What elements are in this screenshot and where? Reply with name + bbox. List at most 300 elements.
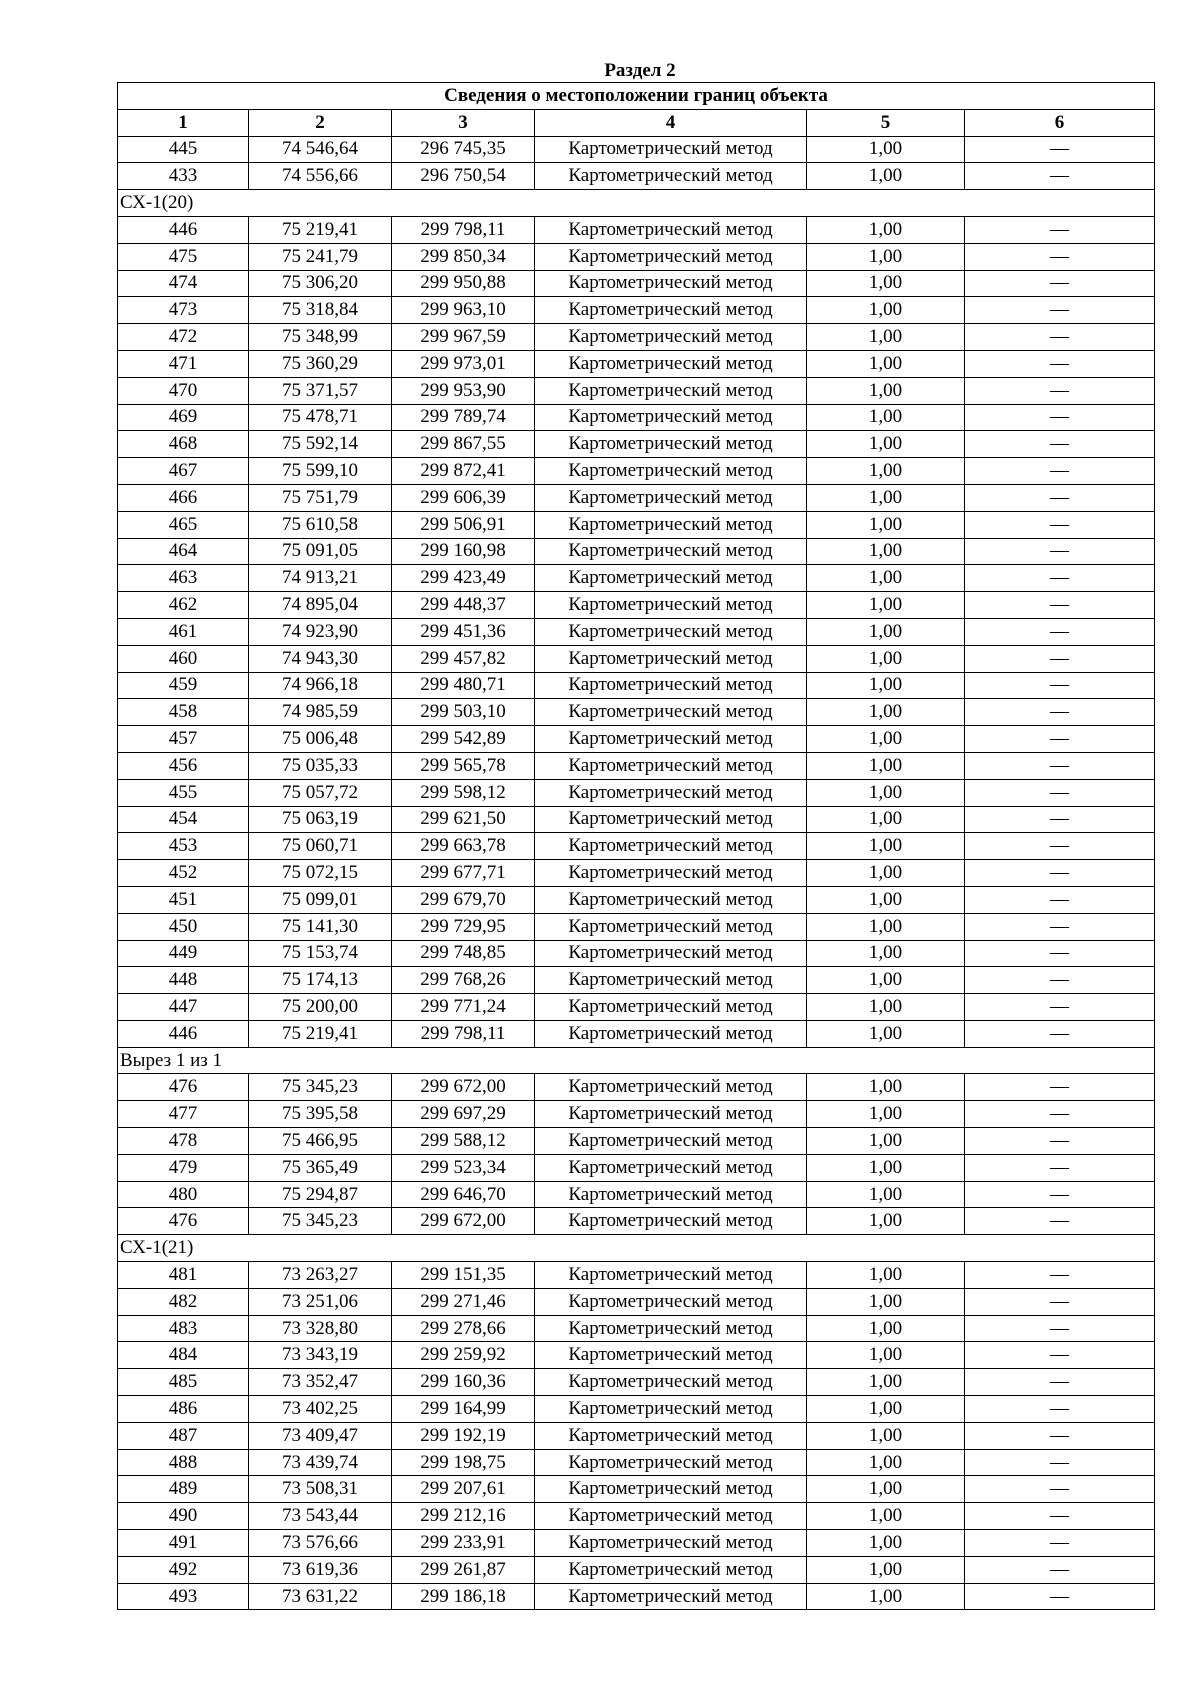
point-number-cell: 454 (118, 806, 249, 833)
point-number-cell: 451 (118, 886, 249, 913)
x-coordinate-cell: 74 923,90 (249, 618, 392, 645)
table-row (118, 1020, 1155, 1047)
y-coordinate-cell: 299 789,74 (392, 404, 535, 431)
accuracy-cell: 1,00 (807, 350, 965, 377)
y-coordinate-cell: 296 745,35 (392, 136, 535, 163)
description-cell: — (965, 1422, 1155, 1449)
table-row (118, 565, 1155, 592)
y-coordinate-cell: 299 798,11 (392, 1020, 535, 1047)
table-row (118, 1503, 1155, 1530)
method-cell: Картометрический метод (535, 458, 807, 485)
x-coordinate-cell: 75 241,79 (249, 243, 392, 270)
point-number-cell: 464 (118, 538, 249, 565)
x-coordinate-cell: 75 057,72 (249, 779, 392, 806)
method-cell: Картометрический метод (535, 136, 807, 163)
accuracy-cell: 1,00 (807, 752, 965, 779)
table-row (118, 484, 1155, 511)
description-cell: — (965, 1020, 1155, 1047)
point-number-cell: 489 (118, 1476, 249, 1503)
point-number-cell: 477 (118, 1101, 249, 1128)
table-row (118, 860, 1155, 887)
x-coordinate-cell: 75 006,48 (249, 726, 392, 753)
accuracy-cell: 1,00 (807, 618, 965, 645)
x-coordinate-cell: 75 219,41 (249, 1020, 392, 1047)
table-row (118, 1396, 1155, 1423)
y-coordinate-cell: 299 867,55 (392, 431, 535, 458)
point-number-cell: 468 (118, 431, 249, 458)
accuracy-cell: 1,00 (807, 1556, 965, 1583)
y-coordinate-cell: 299 278,66 (392, 1315, 535, 1342)
description-cell: — (965, 967, 1155, 994)
method-cell: Картометрический метод (535, 297, 807, 324)
table-row (118, 1342, 1155, 1369)
y-coordinate-cell: 299 198,75 (392, 1449, 535, 1476)
accuracy-cell: 1,00 (807, 1369, 965, 1396)
table-row (118, 1369, 1155, 1396)
point-number-cell: 488 (118, 1449, 249, 1476)
y-coordinate-cell: 299 697,29 (392, 1101, 535, 1128)
point-number-cell: 456 (118, 752, 249, 779)
point-number-cell: 472 (118, 324, 249, 351)
method-cell: Картометрический метод (535, 243, 807, 270)
method-cell: Картометрический метод (535, 1020, 807, 1047)
y-coordinate-cell: 299 192,19 (392, 1422, 535, 1449)
x-coordinate-cell: 75 063,19 (249, 806, 392, 833)
table-caption-row (118, 83, 1155, 110)
accuracy-cell: 1,00 (807, 886, 965, 913)
point-number-cell: 473 (118, 297, 249, 324)
y-coordinate-cell: 299 606,39 (392, 484, 535, 511)
description-cell: — (965, 592, 1155, 619)
accuracy-cell: 1,00 (807, 1583, 965, 1610)
accuracy-cell: 1,00 (807, 1181, 965, 1208)
table-row (118, 1262, 1155, 1289)
y-coordinate-cell: 299 261,87 (392, 1556, 535, 1583)
table-row (118, 1449, 1155, 1476)
x-coordinate-cell: 75 294,87 (249, 1181, 392, 1208)
column-number: 5 (807, 109, 965, 136)
y-coordinate-cell: 299 259,92 (392, 1342, 535, 1369)
accuracy-cell: 1,00 (807, 1342, 965, 1369)
method-cell: Картометрический метод (535, 377, 807, 404)
description-cell: — (965, 297, 1155, 324)
y-coordinate-cell: 299 423,49 (392, 565, 535, 592)
accuracy-cell: 1,00 (807, 1396, 965, 1423)
point-number-cell: 490 (118, 1503, 249, 1530)
y-coordinate-cell: 299 160,98 (392, 538, 535, 565)
x-coordinate-cell: 74 895,04 (249, 592, 392, 619)
method-cell: Картометрический метод (535, 324, 807, 351)
table-row (118, 913, 1155, 940)
description-cell: — (965, 1556, 1155, 1583)
description-cell: — (965, 752, 1155, 779)
description-cell: — (965, 1208, 1155, 1235)
y-coordinate-cell: 299 771,24 (392, 994, 535, 1021)
description-cell: — (965, 913, 1155, 940)
table-row (118, 1315, 1155, 1342)
point-number-cell: 470 (118, 377, 249, 404)
y-coordinate-cell: 299 598,12 (392, 779, 535, 806)
accuracy-cell: 1,00 (807, 1315, 965, 1342)
method-cell: Картометрический метод (535, 967, 807, 994)
table-row (118, 779, 1155, 806)
point-number-cell: 482 (118, 1288, 249, 1315)
point-number-cell: 467 (118, 458, 249, 485)
y-coordinate-cell: 299 973,01 (392, 350, 535, 377)
x-coordinate-cell: 75 200,00 (249, 994, 392, 1021)
point-number-cell: 471 (118, 350, 249, 377)
y-coordinate-cell: 299 621,50 (392, 806, 535, 833)
y-coordinate-cell: 299 850,34 (392, 243, 535, 270)
x-coordinate-cell: 73 439,74 (249, 1449, 392, 1476)
x-coordinate-cell: 73 619,36 (249, 1556, 392, 1583)
table-row (118, 216, 1155, 243)
column-number: 1 (118, 109, 249, 136)
point-number-cell: 458 (118, 699, 249, 726)
x-coordinate-cell: 73 343,19 (249, 1342, 392, 1369)
point-number-cell: 492 (118, 1556, 249, 1583)
description-cell: — (965, 243, 1155, 270)
method-cell: Картометрический метод (535, 699, 807, 726)
accuracy-cell: 1,00 (807, 1020, 965, 1047)
accuracy-cell: 1,00 (807, 431, 965, 458)
point-number-cell: 452 (118, 860, 249, 887)
table-row (118, 458, 1155, 485)
accuracy-cell: 1,00 (807, 243, 965, 270)
point-number-cell: 491 (118, 1530, 249, 1557)
column-number: 6 (965, 109, 1155, 136)
x-coordinate-cell: 73 402,25 (249, 1396, 392, 1423)
description-cell: — (965, 833, 1155, 860)
accuracy-cell: 1,00 (807, 672, 965, 699)
description-cell: — (965, 324, 1155, 351)
method-cell: Картометрический метод (535, 1449, 807, 1476)
accuracy-cell: 1,00 (807, 1503, 965, 1530)
x-coordinate-cell: 75 360,29 (249, 350, 392, 377)
point-number-cell: 449 (118, 940, 249, 967)
x-coordinate-cell: 73 352,47 (249, 1369, 392, 1396)
accuracy-cell: 1,00 (807, 726, 965, 753)
method-cell: Картометрический метод (535, 431, 807, 458)
method-cell: Картометрический метод (535, 1181, 807, 1208)
accuracy-cell: 1,00 (807, 806, 965, 833)
accuracy-cell: 1,00 (807, 1288, 965, 1315)
x-coordinate-cell: 74 966,18 (249, 672, 392, 699)
table-row (118, 1476, 1155, 1503)
point-number-cell: 480 (118, 1181, 249, 1208)
method-cell: Картометрический метод (535, 886, 807, 913)
point-number-cell: 479 (118, 1154, 249, 1181)
description-cell: — (965, 779, 1155, 806)
y-coordinate-cell: 299 672,00 (392, 1208, 535, 1235)
point-number-cell: 474 (118, 270, 249, 297)
method-cell: Картометрический метод (535, 940, 807, 967)
method-cell: Картометрический метод (535, 1074, 807, 1101)
method-cell: Картометрический метод (535, 1262, 807, 1289)
method-cell: Картометрический метод (535, 1396, 807, 1423)
point-number-cell: 463 (118, 565, 249, 592)
y-coordinate-cell: 299 953,90 (392, 377, 535, 404)
description-cell: — (965, 672, 1155, 699)
y-coordinate-cell: 299 164,99 (392, 1396, 535, 1423)
method-cell: Картометрический метод (535, 1422, 807, 1449)
x-coordinate-cell: 73 328,80 (249, 1315, 392, 1342)
x-coordinate-cell: 73 631,22 (249, 1583, 392, 1610)
method-cell: Картометрический метод (535, 1128, 807, 1155)
y-coordinate-cell: 299 950,88 (392, 270, 535, 297)
table-row (118, 538, 1155, 565)
description-cell: — (965, 699, 1155, 726)
point-number-cell: 448 (118, 967, 249, 994)
accuracy-cell: 1,00 (807, 404, 965, 431)
point-number-cell: 446 (118, 1020, 249, 1047)
description-cell: — (965, 1128, 1155, 1155)
description-cell: — (965, 994, 1155, 1021)
description-cell: — (965, 484, 1155, 511)
method-cell: Картометрический метод (535, 565, 807, 592)
group-label: СХ-1(21) (118, 1235, 1155, 1262)
method-cell: Картометрический метод (535, 726, 807, 753)
accuracy-cell: 1,00 (807, 699, 965, 726)
method-cell: Картометрический метод (535, 913, 807, 940)
table-row (118, 243, 1155, 270)
x-coordinate-cell: 75 599,10 (249, 458, 392, 485)
y-coordinate-cell: 299 523,34 (392, 1154, 535, 1181)
y-coordinate-cell: 299 186,18 (392, 1583, 535, 1610)
method-cell: Картометрический метод (535, 1503, 807, 1530)
y-coordinate-cell: 299 967,59 (392, 324, 535, 351)
table-row (118, 1288, 1155, 1315)
accuracy-cell: 1,00 (807, 565, 965, 592)
x-coordinate-cell: 73 263,27 (249, 1262, 392, 1289)
accuracy-cell: 1,00 (807, 163, 965, 190)
accuracy-cell: 1,00 (807, 324, 965, 351)
point-number-cell: 486 (118, 1396, 249, 1423)
column-number: 3 (392, 109, 535, 136)
method-cell: Картометрический метод (535, 216, 807, 243)
method-cell: Картометрический метод (535, 806, 807, 833)
method-cell: Картометрический метод (535, 1556, 807, 1583)
method-cell: Картометрический метод (535, 672, 807, 699)
description-cell: — (965, 458, 1155, 485)
table-row (118, 163, 1155, 190)
y-coordinate-cell: 299 457,82 (392, 645, 535, 672)
description-cell: — (965, 1101, 1155, 1128)
x-coordinate-cell: 75 072,15 (249, 860, 392, 887)
point-number-cell: 478 (118, 1128, 249, 1155)
y-coordinate-cell: 299 677,71 (392, 860, 535, 887)
x-coordinate-cell: 75 174,13 (249, 967, 392, 994)
accuracy-cell: 1,00 (807, 538, 965, 565)
description-cell: — (965, 886, 1155, 913)
point-number-cell: 466 (118, 484, 249, 511)
method-cell: Картометрический метод (535, 645, 807, 672)
description-cell: — (965, 350, 1155, 377)
boundary-table (117, 82, 1155, 1610)
y-coordinate-cell: 299 963,10 (392, 297, 535, 324)
y-coordinate-cell: 299 451,36 (392, 618, 535, 645)
table-row (118, 994, 1155, 1021)
column-number: 4 (535, 109, 807, 136)
method-cell: Картометрический метод (535, 752, 807, 779)
x-coordinate-cell: 75 478,71 (249, 404, 392, 431)
method-cell: Картометрический метод (535, 1208, 807, 1235)
y-coordinate-cell: 299 679,70 (392, 886, 535, 913)
table-row (118, 726, 1155, 753)
point-number-cell: 484 (118, 1342, 249, 1369)
x-coordinate-cell: 75 592,14 (249, 431, 392, 458)
point-number-cell: 459 (118, 672, 249, 699)
description-cell: — (965, 404, 1155, 431)
accuracy-cell: 1,00 (807, 994, 965, 1021)
method-cell: Картометрический метод (535, 618, 807, 645)
description-cell: — (965, 1262, 1155, 1289)
accuracy-cell: 1,00 (807, 860, 965, 887)
description-cell: — (965, 1154, 1155, 1181)
description-cell: — (965, 216, 1155, 243)
point-number-cell: 446 (118, 216, 249, 243)
column-number-row (118, 109, 1155, 136)
x-coordinate-cell: 75 318,84 (249, 297, 392, 324)
x-coordinate-cell: 75 035,33 (249, 752, 392, 779)
y-coordinate-cell: 299 798,11 (392, 216, 535, 243)
method-cell: Картометрический метод (535, 1101, 807, 1128)
method-cell: Картометрический метод (535, 592, 807, 619)
description-cell: — (965, 1074, 1155, 1101)
table-row (118, 1530, 1155, 1557)
table-row (118, 1556, 1155, 1583)
description-cell: — (965, 645, 1155, 672)
y-coordinate-cell: 299 271,46 (392, 1288, 535, 1315)
accuracy-cell: 1,00 (807, 377, 965, 404)
y-coordinate-cell: 299 212,16 (392, 1503, 535, 1530)
table-row (118, 511, 1155, 538)
description-cell: — (965, 1583, 1155, 1610)
y-coordinate-cell: 299 872,41 (392, 458, 535, 485)
section-title: Раздел 2 (604, 60, 676, 81)
table-row (118, 1422, 1155, 1449)
x-coordinate-cell: 75 345,23 (249, 1074, 392, 1101)
table-row (118, 752, 1155, 779)
x-coordinate-cell: 75 219,41 (249, 216, 392, 243)
x-coordinate-cell: 74 546,64 (249, 136, 392, 163)
description-cell: — (965, 1288, 1155, 1315)
group-header-row (118, 1047, 1155, 1074)
x-coordinate-cell: 75 153,74 (249, 940, 392, 967)
description-cell: — (965, 136, 1155, 163)
method-cell: Картометрический метод (535, 1288, 807, 1315)
accuracy-cell: 1,00 (807, 1449, 965, 1476)
description-cell: — (965, 618, 1155, 645)
table-row (118, 806, 1155, 833)
method-cell: Картометрический метод (535, 270, 807, 297)
table-row (118, 672, 1155, 699)
y-coordinate-cell: 299 729,95 (392, 913, 535, 940)
accuracy-cell: 1,00 (807, 484, 965, 511)
point-number-cell: 462 (118, 592, 249, 619)
y-coordinate-cell: 299 588,12 (392, 1128, 535, 1155)
method-cell: Картометрический метод (535, 1342, 807, 1369)
method-cell: Картометрический метод (535, 1154, 807, 1181)
method-cell: Картометрический метод (535, 833, 807, 860)
y-coordinate-cell: 299 768,26 (392, 967, 535, 994)
method-cell: Картометрический метод (535, 1476, 807, 1503)
table-row (118, 833, 1155, 860)
accuracy-cell: 1,00 (807, 1530, 965, 1557)
accuracy-cell: 1,00 (807, 511, 965, 538)
table-row (118, 645, 1155, 672)
table-row (118, 1208, 1155, 1235)
point-number-cell: 450 (118, 913, 249, 940)
table-row (118, 350, 1155, 377)
column-number: 2 (249, 109, 392, 136)
accuracy-cell: 1,00 (807, 1422, 965, 1449)
y-coordinate-cell: 299 506,91 (392, 511, 535, 538)
accuracy-cell: 1,00 (807, 1476, 965, 1503)
description-cell: — (965, 1476, 1155, 1503)
table-row (118, 1154, 1155, 1181)
x-coordinate-cell: 75 365,49 (249, 1154, 392, 1181)
description-cell: — (965, 860, 1155, 887)
method-cell: Картометрический метод (535, 404, 807, 431)
method-cell: Картометрический метод (535, 484, 807, 511)
table-caption: Сведения о местоположении границ объекта (118, 83, 1155, 110)
x-coordinate-cell: 73 543,44 (249, 1503, 392, 1530)
y-coordinate-cell: 299 207,61 (392, 1476, 535, 1503)
y-coordinate-cell: 299 151,35 (392, 1262, 535, 1289)
description-cell: — (965, 1181, 1155, 1208)
method-cell: Картометрический метод (535, 1530, 807, 1557)
description-cell: — (965, 538, 1155, 565)
x-coordinate-cell: 75 091,05 (249, 538, 392, 565)
point-number-cell: 461 (118, 618, 249, 645)
x-coordinate-cell: 73 576,66 (249, 1530, 392, 1557)
method-cell: Картометрический метод (535, 511, 807, 538)
point-number-cell: 457 (118, 726, 249, 753)
accuracy-cell: 1,00 (807, 270, 965, 297)
accuracy-cell: 1,00 (807, 458, 965, 485)
point-number-cell: 469 (118, 404, 249, 431)
accuracy-cell: 1,00 (807, 940, 965, 967)
table-row (118, 886, 1155, 913)
table-row (118, 431, 1155, 458)
point-number-cell: 433 (118, 163, 249, 190)
description-cell: — (965, 377, 1155, 404)
description-cell: — (965, 1449, 1155, 1476)
y-coordinate-cell: 296 750,54 (392, 163, 535, 190)
point-number-cell: 476 (118, 1074, 249, 1101)
accuracy-cell: 1,00 (807, 1154, 965, 1181)
y-coordinate-cell: 299 748,85 (392, 940, 535, 967)
x-coordinate-cell: 75 395,58 (249, 1101, 392, 1128)
x-coordinate-cell: 73 409,47 (249, 1422, 392, 1449)
x-coordinate-cell: 75 348,99 (249, 324, 392, 351)
table-row (118, 404, 1155, 431)
table-row (118, 699, 1155, 726)
point-number-cell: 475 (118, 243, 249, 270)
accuracy-cell: 1,00 (807, 1128, 965, 1155)
y-coordinate-cell: 299 646,70 (392, 1181, 535, 1208)
table-row (118, 136, 1155, 163)
x-coordinate-cell: 75 141,30 (249, 913, 392, 940)
accuracy-cell: 1,00 (807, 967, 965, 994)
table-row (118, 618, 1155, 645)
point-number-cell: 465 (118, 511, 249, 538)
point-number-cell: 493 (118, 1583, 249, 1610)
table-row (118, 1101, 1155, 1128)
x-coordinate-cell: 75 306,20 (249, 270, 392, 297)
accuracy-cell: 1,00 (807, 913, 965, 940)
